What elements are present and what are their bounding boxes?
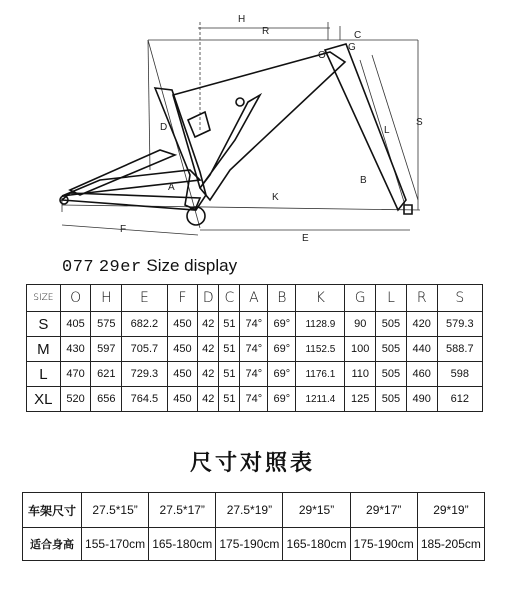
table-cell: 764.5 [122, 387, 167, 412]
table-cell: 505 [376, 312, 407, 337]
table-cell: 450 [167, 362, 198, 387]
table-cell: 51 [219, 362, 240, 387]
table-cell: M [27, 337, 61, 362]
frame-size-cell: 27.5*17” [149, 493, 216, 528]
label-r: R [262, 26, 270, 37]
table-cell: 74° [240, 337, 268, 362]
table-cell: 575 [91, 312, 122, 337]
table-cell: 597 [91, 337, 122, 362]
table-cell: 729.3 [122, 362, 167, 387]
table-cell: 588.7 [437, 337, 482, 362]
table-row [27, 312, 483, 337]
table-cell: 125 [345, 387, 376, 412]
table-cell: 405 [60, 312, 91, 337]
frame-size-cell: 29*17” [350, 493, 417, 528]
geometry-header-row [27, 285, 483, 312]
table-cell: 430 [60, 337, 91, 362]
header-cell: SIZE [27, 285, 61, 312]
table-cell: 705.7 [122, 337, 167, 362]
table-cell: 420 [406, 312, 437, 337]
label-h: H [238, 14, 246, 25]
table-cell: 505 [376, 362, 407, 387]
table-cell: 69° [268, 312, 296, 337]
table-cell: 51 [219, 387, 240, 412]
table-cell: 42 [198, 362, 219, 387]
table-cell: 579.3 [437, 312, 482, 337]
table-cell: L [27, 362, 61, 387]
table-cell: 460 [406, 362, 437, 387]
header-cell: A [240, 285, 268, 312]
header-cell: R [406, 285, 437, 312]
table-cell: 505 [376, 387, 407, 412]
rider-height-cell: 175-190cm [216, 528, 283, 561]
table-cell: 440 [406, 337, 437, 362]
table-cell: 470 [60, 362, 91, 387]
table-cell: 42 [198, 312, 219, 337]
table-cell: 74° [240, 312, 268, 337]
table-cell: 69° [268, 337, 296, 362]
size-chart-heading: 尺寸对照表 [189, 451, 315, 476]
label-c: C [354, 30, 362, 41]
header-cell: B [268, 285, 296, 312]
header-cell: L [376, 285, 407, 312]
rider-height-label: 适合身高 [23, 528, 82, 561]
label-g: G [348, 42, 356, 53]
frame-size-label: 车架尺寸 [23, 493, 82, 528]
geometry-table [26, 284, 483, 412]
table-cell: 51 [219, 312, 240, 337]
table-cell: 69° [268, 362, 296, 387]
table-cell: 110 [345, 362, 376, 387]
title-model: 077 [62, 258, 95, 277]
table-cell: 1211.4 [296, 387, 345, 412]
geometry-title [62, 256, 237, 277]
title-wheel: 29er [98, 258, 142, 277]
table-cell: 1176.1 [296, 362, 345, 387]
table-cell: 74° [240, 362, 268, 387]
label-e: E [302, 233, 309, 244]
size-chart-table [22, 492, 485, 561]
table-cell: 90 [345, 312, 376, 337]
header-cell: S [437, 285, 482, 312]
label-k: K [272, 192, 279, 203]
table-cell: 450 [167, 337, 198, 362]
label-a: A [168, 182, 175, 193]
table-row [27, 337, 483, 362]
frame-size-cell: 29*15” [283, 493, 350, 528]
table-cell: 42 [198, 387, 219, 412]
table-cell: 505 [376, 337, 407, 362]
rider-height-cell: 155-170cm [82, 528, 149, 561]
table-cell: 612 [437, 387, 482, 412]
table-cell: 42 [198, 337, 219, 362]
table-cell: 490 [406, 387, 437, 412]
rider-height-cell: 165-180cm [283, 528, 350, 561]
table-cell: 74° [240, 387, 268, 412]
header-cell: C [219, 285, 240, 312]
table-cell: 520 [60, 387, 91, 412]
label-s: S [416, 117, 423, 128]
frame-size-cell: 27.5*15” [82, 493, 149, 528]
frame-geometry-diagram [0, 0, 505, 250]
table-cell: 598 [437, 362, 482, 387]
frame-size-row [23, 493, 485, 528]
table-cell: 450 [167, 312, 198, 337]
rider-height-cell: 175-190cm [350, 528, 417, 561]
header-cell: O [60, 285, 91, 312]
header-cell: K [296, 285, 345, 312]
header-cell: G [345, 285, 376, 312]
header-cell: H [91, 285, 122, 312]
table-cell: 1152.5 [296, 337, 345, 362]
table-row [27, 362, 483, 387]
table-cell: 621 [91, 362, 122, 387]
table-cell: 100 [345, 337, 376, 362]
rider-height-cell: 165-180cm [149, 528, 216, 561]
header-cell: E [122, 285, 167, 312]
table-row [27, 387, 483, 412]
table-cell: 1128.9 [296, 312, 345, 337]
frame-size-cell: 29*19” [417, 493, 484, 528]
header-cell: D [198, 285, 219, 312]
table-cell: 69° [268, 387, 296, 412]
table-cell: 682.2 [122, 312, 167, 337]
label-b: B [360, 175, 367, 186]
label-d: D [160, 122, 168, 133]
rider-height-row [23, 528, 485, 561]
table-cell: S [27, 312, 61, 337]
table-cell: 450 [167, 387, 198, 412]
table-cell: 656 [91, 387, 122, 412]
label-o: O [318, 50, 326, 61]
table-cell: XL [27, 387, 61, 412]
table-cell: 51 [219, 337, 240, 362]
label-f: F [120, 224, 127, 235]
frame-size-cell: 27.5*19” [216, 493, 283, 528]
title-rest: Size display [146, 256, 238, 275]
rider-height-cell: 185-205cm [417, 528, 484, 561]
header-cell: F [167, 285, 198, 312]
label-l: L [384, 125, 390, 136]
